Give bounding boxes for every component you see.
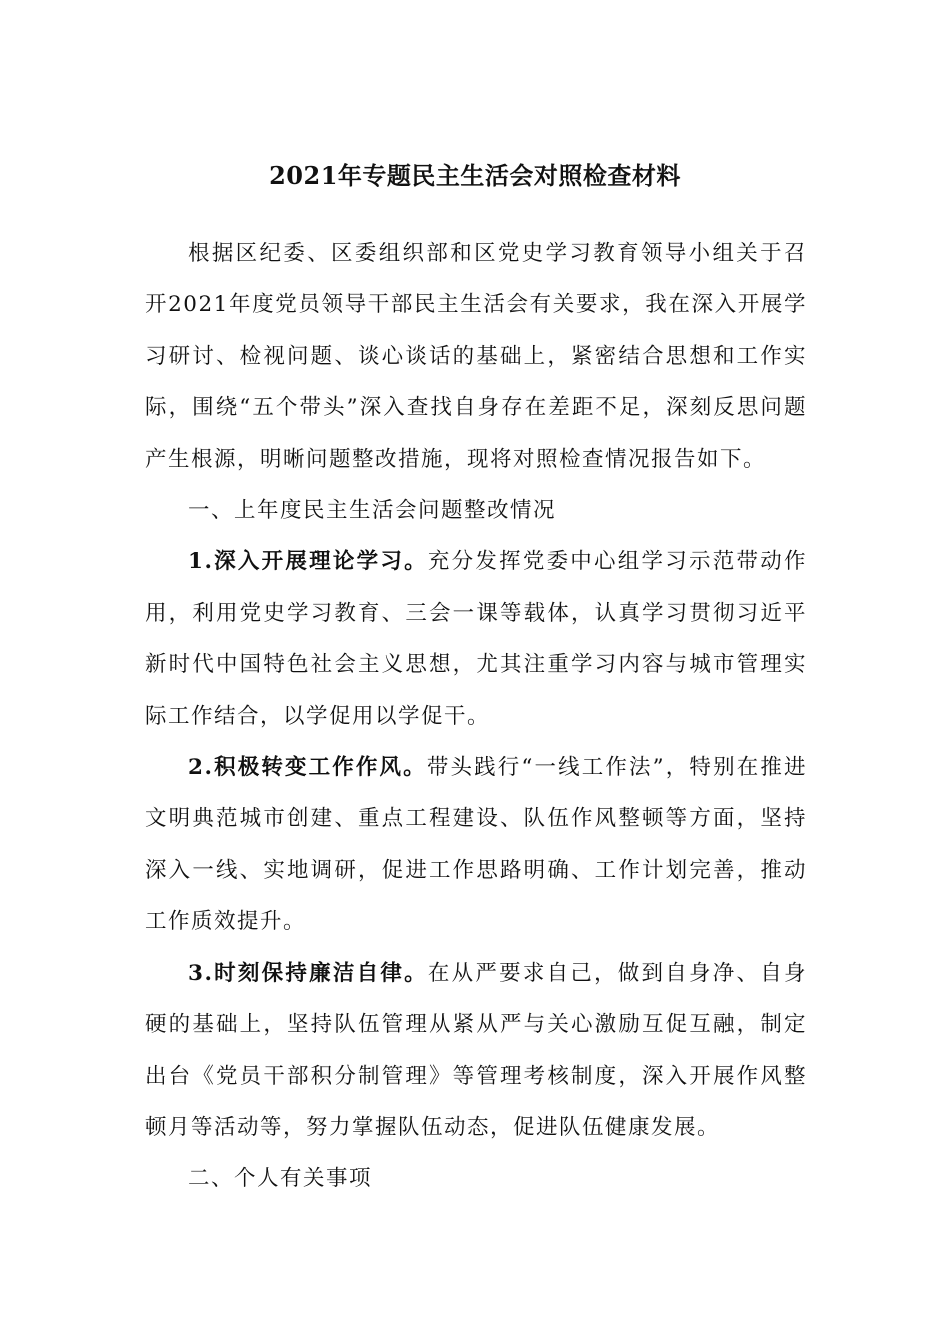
item-paragraph-1 xyxy=(145,536,807,742)
item-text-2: 带头践行“一线工作法”，特别在推进文明典范城市创建、重点工程建设、队伍作风整顿等方面，坚持深入一线、实地调研，促进工作思路明确、工作计划完善，推动工作质效提升。 xyxy=(145,755,807,935)
document-body xyxy=(145,228,807,1205)
intro-paragraph: 根据区纪委、区委组织部和区党史学习教育领导小组关于召开2021年度党员领导干部民主生活会有关要求，我在深入开展学习研讨、检视问题、谈心谈话的基础上，紧密结合思想和工作实际，围绕“五个带头”深入查找自身存在差距不足，深刻反思问题产生根源，明晰问题整改措施，现将对照检查情况报告如下。 xyxy=(145,241,807,472)
item-lead-2: 2.积极转变工作作风。 xyxy=(188,755,427,781)
item-lead-3: 3.时刻保持廉洁自律。 xyxy=(188,960,428,986)
section-heading-2: 二、个人有关事项 xyxy=(188,1166,373,1192)
item-lead-1: 1.深入开展理论学习。 xyxy=(188,549,428,575)
section-heading-1: 一、上年度民主生活会问题整改情况 xyxy=(188,498,557,524)
item-paragraph-2 xyxy=(145,742,807,948)
item-text-3: 在从严要求自己，做到自身净、自身硬的基础上，坚持队伍管理从紧从严与关心激励互促互融，制定出台《党员干部积分制管理》等管理考核制度，深入开展作风整顿月等活动等，努力掌握队伍动态，促进队伍健康发展。 xyxy=(145,960,807,1140)
item-text-1: 充分发挥党委中心组学习示范带动作用，利用党史学习教育、三会一课等载体，认真学习贯彻习近平新时代中国特色社会主义思想，尤其注重学习内容与城市管理实际工作结合，以学促用以学促干。 xyxy=(145,549,807,729)
item-paragraph-3 xyxy=(145,948,807,1154)
document-title: 2021年专题民主生活会对照检查材料 xyxy=(269,161,681,190)
